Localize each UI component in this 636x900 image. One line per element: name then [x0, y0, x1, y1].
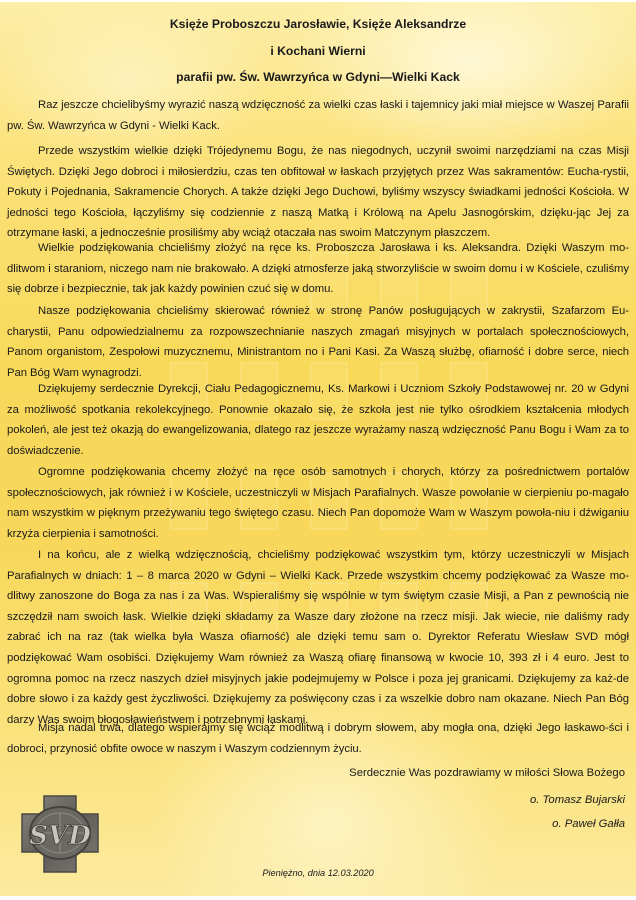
paragraph: Raz jeszcze chcielibyśmy wyrazić naszą wdzięczność za wielki czas łaski i tajemnicy jaki miał miejsce w Waszej Parafii pw. Św. Wawrzyńca w Gdyni - Wielki Kack.: [7, 99, 629, 132]
heading-line-2: i Kochani Wierni: [270, 44, 366, 58]
heading-line-3: parafii pw. Św. Wawrzyńca w Gdyni—Wielki Kack: [176, 70, 460, 84]
closing-greeting: Serdecznie Was pozdrawiamy w miłości Słowa Bożego: [349, 767, 625, 779]
heading-line-1: Księże Proboszczu Jarosławie, Księże Aleksandrze: [169, 17, 467, 31]
signature: o. Paweł Gałła: [552, 818, 625, 830]
paragraph: I na końcu, ale z wielką wdzięcznością, chcieliśmy podziękować wszystkim tym, którzy uczestniczyli w Misjach Parafialnych w dniach: 1 – 8 marca 2020 w Gdyni – Wielki Kack. Przede wszystkim chcemy podziękować za Wasze mo-dlitwy zanoszone do Boga za nas i za Was. Wspieraliśmy się wspólnie w tym świętym czasie Misji, a Pan z pewnością nie szczędził nam swoich łask. Wielkie dzięki składamy za Wasze dary złożone na rzecz misji. Jak wiecie, nie daliśmy rady zabrać ich na raz (tak wielka była Wasza ofiarność) ale dzięki temu sam o. Dyrektor Referatu Wiesław SVD mógł podziękować Wam osobiści. Dziękujemy Wam również za Waszą ofiarę finansową w kwocie 10, 393 zł i 4 euro. Jest to ogromna pomoc na rzecz naszych dzieł misyjnych jakie podejmujemy w Polsce i poza jej granicami. Dziękujemy za każ-de dobre słowo i za każdy gest życzliwości. Dziękujemy za poświęcony czas i za wszelkie dobro nam okazane. Niech Pan Bóg darzy Was swoim błogosławieństwem i potrzebnymi łaskami.: [7, 549, 629, 726]
paragraph: Przede wszystkim wielkie dzięki Trójedynemu Bogu, że nas niegodnych, uczynił swoimi narzędziami na czas Misji Świętych. Dzięki Jego dobroci i miłosierdziu, czas ten obfitował w łaskach przyjętych przez Was sakramentów: Eucha-rystii, Pokuty i Pojednania, Sakramencie Chorych. A także dzięki Jego Duchowi, byliśmy wszyscy świadkami jedności Kościoła. W jedności tego Kościoła, łączyliśmy się codziennie z naszą Matką i Królową na Apelu Jasnogórskim, dzięku-jąc Jej za otrzymane łaski, a jednocześnie prosiliśmy aby wciąż otaczała nas swoim Matczynym płaszczem.: [7, 145, 629, 240]
paragraph: Misja nadal trwa, dlatego wspierajmy się wciąż modlitwą i dobrym słowem, aby mogła ona, dzięki Jego łaskawo-ści i dobroci, przynosić obfite owoce w naszym i Waszym codziennym życiu.: [7, 722, 629, 755]
paragraph: Ogromne podziękowania chcemy złożyć na ręce osób samotnych i chorych, którzy za pośrednictwem portalów społecznościowych, jak również i w Kościele, uczestniczyli w Misjach Parafialnych. Wasze powołanie w cierpieniu po-magało nam wszystkim w pięknym przeżywaniu tego świętego czasu. Niech Pan dopomoże Wam w Waszym powoła-niu i dźwiganiu krzyża cierpienia i samotności.: [7, 466, 629, 540]
paragraph: Nasze podziękowania chcieliśmy skierować również w stronę Panów posługujących w zakrystii, Szafarzom Eu-charystii, Panu odpowiedzialnemu za rozpowszechnianie naszych zmagań misyjnych w portalach społecznościowych, Panom organistom, Zespołowi muzycznemu, Ministrantom no i Pani Kasi. Za Waszą służbę, ofiarność i dobre serce, niech Pan Bóg Wam wynagrodzi.: [7, 305, 629, 379]
signature: o. Tomasz Bujarski: [529, 794, 625, 806]
paragraph: Wielkie podziękowania chcieliśmy złożyć na ręce ks. Proboszcza Jarosława i ks. Aleksandra. Dzięki Waszym mo-dlitwom i staraniom, niczego nam nie brakowało. A dzięki atmosferze jaką stworzyliście w swoim domu i w Kościele, czuliśmy się dobrze i bezpiecznie, tak jak każdy powinien czuć się w domu.: [7, 242, 629, 296]
paragraph: Dziękujemy serdecznie Dyrekcji, Ciału Pedagogicznemu, Ks. Markowi i Uczniom Szkoły Podstawowej nr. 20 w Gdyni za możliwość spotkania rekolekcyjnego. Ponownie okazało się, że szkoła jest nie tylko ośrodkiem kształcenia młodych pokoleń, ale jest też okazją do ewangelizowania, dlatego raz jeszcze wyrażamy naszą wdzięczność Panu Bogu i Wam za to doświadczenie.: [7, 383, 629, 457]
place-and-date: Pieniężno, dnia 12.03.2020: [262, 868, 374, 878]
svg-text:SVD: SVD: [29, 821, 91, 851]
letter-page: [0, 2, 636, 896]
svd-logo-icon: [18, 792, 102, 876]
